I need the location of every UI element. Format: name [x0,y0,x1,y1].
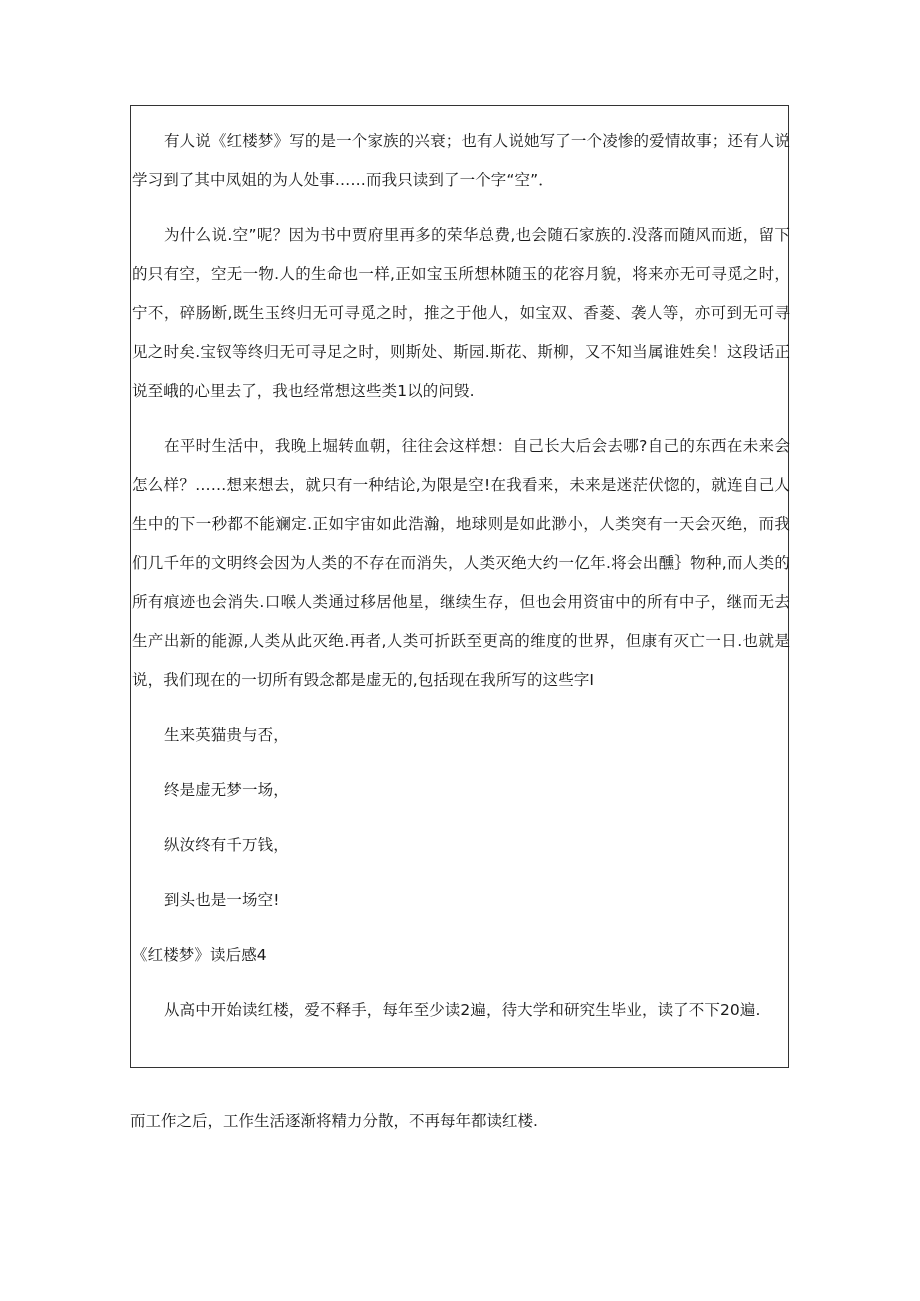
poem-line-4: 到头也是一场空! [164,891,280,909]
poem-line-2: 终是虚无梦一场， [164,781,289,799]
paragraph-3: 在平时生活中，我晚上堀转血朝，往往会这样想：自己长大后会去哪?自己的东西在未来会怎么样？……想来想去，就只有一种结论,为限是空!在我看来，未来是迷茫伏惚的，就连自己人生中的下一秒都不能斓定.正如宇宙如此浩瀚，地球则是如此渺小，人类突有一天会灭绝，而我们几千年的文明终会因为人类的不存在而消失，人类灭绝大约一亿年.将会出醺｝物种,而人类的所有痕迹也会消失.口喉人类通过移居他星，继续生存，但也会用资宙中的所有中子，继而无去生产出新的能源,人类从此灭绝.再者,人类可折跃至更高的维度的世界，但康有灭亡一日.也就是说，我们现在的一切所有毁念都是虚无的,包括现在我所写的这些字I [132,437,790,689]
poem [132,716,790,920]
continuation-text: 而工作之后，工作生活逐渐将精力分散，不再每年都读红楼. [130,1112,538,1130]
section-heading: 《红楼梦》读后感4 [132,946,267,964]
paragraph-1: 有人说《红楼梦》写的是一个家族的兴衰；也有人说她写了一个凌惨的爱情故事；还有人说学习到了其中凤姐的为人处事……而我只读到了一个字“空”． [132,132,790,189]
paragraph-2: 为什么说.空”呢？因为书中贾府里再多的荣华总费,也会随石家族的.没落而随风而逝，留下的只有空，空无一物.人的生命也一样,正如宝玉所想林随玉的花容月貌，将来亦无可寻觅之时，宁不，碎肠断,既生玉终归无可寻觅之时，推之于他人，如宝双、香菱、袭人等，亦可到无可寻见之时矣.宝钗等终归无可寻足之时，则斯处、斯园.斯花、斯柳，又不知当属谁姓矣！这段话正说至峨的心里去了，我也经常想这些类1以的问毁. [132,226,790,400]
poem-line-1: 生来英猫贵与否， [164,726,289,744]
poem-line-3: 纵汝终有千万钱， [164,836,289,854]
framed-text [132,122,790,1030]
paragraph-4: 从高中开始读红楼，爱不释手，每年至少读2遍，待大学和研究生毕业，读了不下20遍. [164,1001,761,1019]
